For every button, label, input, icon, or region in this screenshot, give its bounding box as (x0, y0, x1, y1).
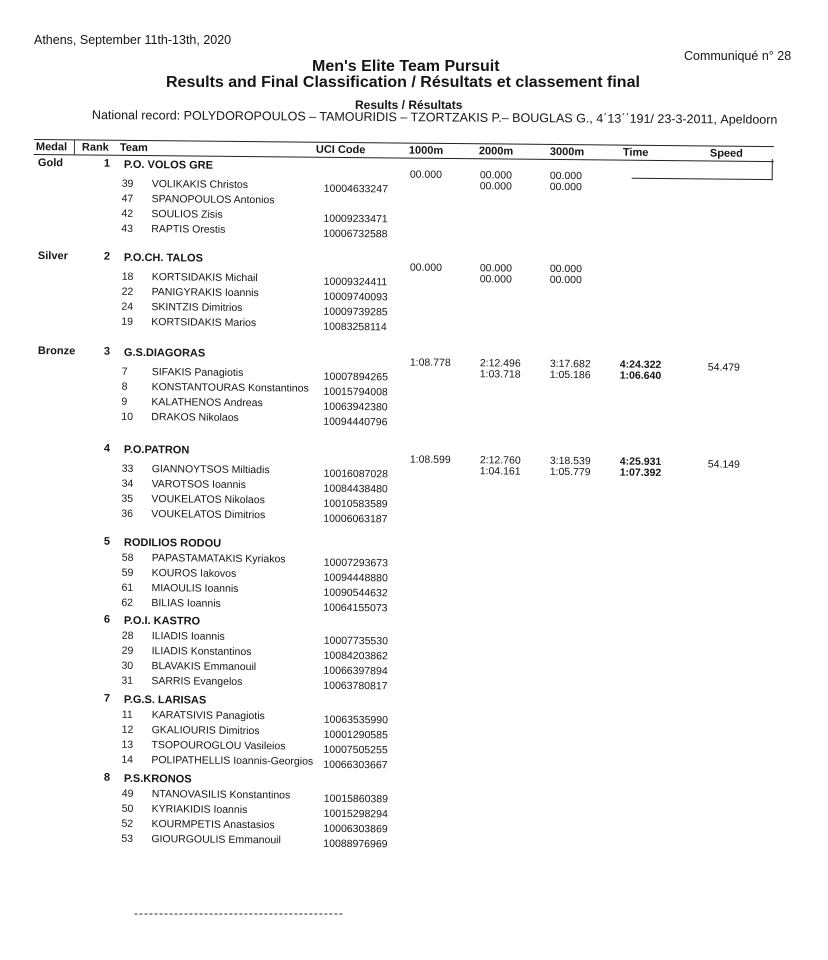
header-divider (74, 140, 75, 154)
rider-uci-code: 10009740093 (323, 290, 388, 304)
team-name: P.O.I. KASTRO (123, 614, 201, 628)
rider-uci-code: 10009233471 (323, 212, 388, 226)
team-name: P.O.CH. TALOS (123, 251, 204, 265)
rider-bib: 53 (121, 832, 134, 845)
col-3000m: 3000m (549, 145, 585, 159)
col-uci-code: UCI Code (315, 143, 366, 157)
rank: 5 (103, 535, 111, 548)
rider-bib: 36 (121, 507, 134, 520)
rider-name: GKALIOURIS Dimitrios (151, 724, 260, 738)
rider-name: SKINTZIS Dimitrios (151, 301, 243, 314)
rider-uci-code: 10094440796 (323, 415, 388, 429)
col-team: Team (119, 141, 148, 155)
rider-bib: 62 (121, 596, 134, 609)
rider-bib: 39 (121, 177, 134, 190)
rider-bib: 42 (121, 207, 134, 220)
page-subtitle: Results and Final Classification / Résultats et classement final (166, 74, 640, 91)
rider-bib: 19 (121, 315, 134, 328)
rider-uci-code: 10010583589 (323, 497, 388, 511)
team-name: P.O.PATRON (123, 443, 190, 457)
rider-bib: 58 (121, 551, 134, 564)
rider-bib: 9 (121, 395, 128, 408)
split-3000m: 1:05.186 (549, 368, 591, 382)
split-2000m: 2:12.496 (479, 357, 521, 370)
rider-bib: 8 (121, 380, 128, 393)
rider-name: PANIGYRAKIS Ioannis (151, 286, 259, 300)
rider-uci-code: 10084203862 (323, 649, 388, 663)
rider-bib: 29 (121, 644, 134, 657)
medal: Silver (37, 250, 68, 263)
team-block (37, 157, 778, 254)
col-speed: Speed (709, 147, 743, 160)
rider-uci-code: 10006732588 (323, 227, 388, 241)
medal: Gold (37, 157, 64, 170)
split-1000m: 1:08.599 (409, 453, 451, 466)
rider-uci-code: 10007735530 (323, 634, 389, 648)
rank: 4 (103, 442, 111, 455)
split-2000m: 00.000 (479, 273, 512, 286)
rider-uci-code: 10063780817 (323, 679, 388, 693)
rider-uci-code: 10007894265 (323, 370, 389, 384)
rider-name: BILIAS Ioannis (151, 597, 221, 610)
rider-name: KORTSIDAKIS Michail (151, 271, 258, 285)
rider-name: RAPTIS Orestis (151, 223, 226, 236)
rank: 8 (103, 771, 111, 784)
date-place: Athens, September 11th-13th, 2020 (34, 33, 232, 47)
last-lap-time: 1:06.640 (619, 369, 662, 382)
rider-bib: 59 (121, 566, 134, 579)
split-3000m: 00.000 (549, 262, 583, 276)
rider-uci-code: 10094448880 (323, 571, 388, 585)
rider-uci-code: 10088976969 (323, 837, 388, 851)
rider-uci-code: 10066397894 (323, 664, 388, 678)
rider-bib: 7 (121, 365, 128, 378)
rider-name: VAROTSOS Ioannis (151, 478, 246, 491)
rider-name: KORTSIDAKIS Marios (151, 316, 257, 330)
rider-uci-code: 10007505255 (323, 743, 388, 757)
rider-bib: 34 (121, 477, 134, 490)
rider-name: POLIPATHELLIS Ioannis-Georgios (151, 754, 314, 768)
last-lap-time: 1:07.392 (619, 466, 662, 479)
split-3000m: 1:05.779 (549, 465, 591, 479)
team-name: P.S.KRONOS (123, 772, 192, 786)
rider-name: KOURMPETIS Anastasios (151, 818, 275, 832)
rider-name: KYRIAKIDIS Ioannis (151, 803, 248, 817)
rider-uci-code: 10009739285 (323, 305, 388, 319)
split-2000m: 2:12.760 (479, 454, 521, 467)
split-1000m: 00.000 (409, 168, 443, 181)
rider-name: VOUKELATOS Nikolaos (151, 493, 265, 507)
team-block (37, 250, 778, 347)
rider-uci-code: 10090544632 (323, 586, 388, 600)
rider-bib: 49 (121, 787, 134, 800)
team-block (37, 771, 778, 868)
page-title: Men's Elite Team Pursuit (312, 58, 500, 75)
rider-uci-code: 10015298294 (323, 807, 388, 821)
rank: 3 (103, 345, 111, 358)
rider-name: TSOPOUROGLOU Vasileios (151, 739, 286, 753)
team-block (37, 345, 778, 442)
rider-bib: 11 (121, 708, 133, 721)
rider-bib: 61 (121, 581, 134, 594)
team-name: RODILIOS RODOU (123, 536, 222, 550)
split-2000m: 1:03.718 (479, 368, 521, 381)
rider-name: ILIADIS Konstantinos (151, 645, 252, 659)
team-name: P.O. VOLOS GRE (123, 158, 214, 172)
rider-name: VOLIKAKIS Christos (151, 178, 249, 192)
rider-uci-code: 10015794008 (323, 385, 388, 399)
medal: Bronze (37, 345, 76, 358)
split-2000m: 00.000 (479, 180, 512, 193)
rider-bib: 18 (121, 270, 134, 283)
split-3000m: 00.000 (549, 273, 582, 287)
rider-bib: 33 (121, 462, 134, 475)
split-3000m: 00.000 (549, 180, 582, 194)
speed: 54.479 (707, 361, 740, 374)
rider-name: KALATHENOS Andreas (151, 396, 263, 410)
signature-line: ------------------------------------------ (134, 906, 344, 920)
speed: 54.149 (707, 458, 740, 471)
rider-bib: 52 (121, 817, 134, 830)
col-rank: Rank (81, 141, 109, 154)
rider-uci-code: 10015860389 (323, 792, 389, 806)
team-block (37, 442, 778, 539)
national-record: National record: POLYDOROPOULOS – TAMOURIDIS – TZORTZAKIS P.– BOUGLAS G., 4΄13΄΄191/ 23-3-2011, Apeldoorn (91, 108, 778, 127)
rider-uci-code: 10016087028 (323, 467, 389, 481)
rider-name: PAPASTAMATAKIS Kyriakos (151, 552, 286, 566)
rider-name: GIANNOYTSOS Miltiadis (151, 463, 270, 477)
rider-name: NTANOVASILIS Konstantinos (151, 788, 291, 802)
rider-bib: 43 (121, 222, 134, 235)
rider-name: GIOURGOULIS Emmanouil (151, 833, 281, 847)
rider-name: KARATSIVIS Panagiotis (151, 709, 265, 723)
rank: 1 (103, 157, 111, 170)
rider-name: SIFAKIS Panagiotis (151, 366, 244, 379)
rider-uci-code: 10009324411 (323, 275, 388, 289)
split-1000m: 00.000 (409, 261, 443, 274)
rider-name: SOULIOS Zisis (151, 208, 223, 221)
rider-uci-code: 10064155073 (323, 601, 388, 615)
rider-uci-code: 10063535990 (323, 713, 389, 727)
col-1000m: 1000m (408, 144, 444, 157)
split-2000m: 00.000 (479, 262, 513, 275)
rider-name: ILIADIS Ioannis (151, 630, 225, 643)
results-label: Results / Résultats (355, 98, 463, 112)
rider-bib: 30 (121, 659, 134, 672)
rider-bib: 24 (121, 300, 134, 313)
rider-name: VOUKELATOS Dimitrios (151, 508, 266, 522)
rider-uci-code: 10004633247 (323, 182, 389, 196)
split-2000m: 1:04.161 (479, 465, 521, 478)
final-time: 4:24.322 (619, 358, 662, 371)
rank: 6 (103, 613, 111, 626)
team-name: G.S.DIAGORAS (123, 346, 206, 360)
rider-bib: 13 (121, 738, 134, 751)
rider-uci-code: 10063942380 (323, 400, 388, 414)
rider-name: KONSTANTOURAS Konstantinos (151, 381, 309, 395)
rider-bib: 31 (121, 674, 134, 687)
rider-bib: 50 (121, 802, 134, 815)
rider-uci-code: 10066303667 (323, 758, 388, 772)
rider-bib: 28 (121, 629, 134, 642)
split-3000m: 00.000 (549, 169, 583, 183)
split-3000m: 3:18.539 (549, 454, 591, 468)
rider-uci-code: 10006063187 (323, 512, 388, 526)
rider-uci-code: 10007293673 (323, 556, 389, 570)
split-2000m: 00.000 (479, 169, 513, 182)
col-2000m: 2000m (478, 145, 514, 158)
rider-bib: 10 (121, 410, 134, 423)
rider-bib: 22 (121, 285, 134, 298)
communique-number: Communiqué n° 28 (684, 49, 792, 63)
rider-uci-code: 10001290585 (323, 728, 388, 742)
team-name: P.G.S. LARISAS (123, 693, 207, 707)
col-medal: Medal (35, 141, 68, 154)
rider-name: SPANOPOULOS Antonios (151, 193, 275, 207)
rider-uci-code: 10083258114 (323, 320, 387, 334)
rider-bib: 14 (121, 753, 134, 766)
rider-uci-code: 10084438480 (323, 482, 388, 496)
rank: 7 (103, 692, 111, 705)
rider-bib: 35 (121, 492, 134, 505)
rank: 2 (103, 250, 111, 263)
split-3000m: 3:17.682 (549, 357, 591, 371)
rider-name: KOUROS Iakovos (151, 567, 237, 580)
rider-name: DRAKOS Nikolaos (151, 411, 239, 424)
rider-name: BLAVAKIS Emmanouil (151, 660, 257, 674)
rider-name: MIAOULIS Ioannis (151, 582, 239, 595)
col-time: Time (622, 146, 649, 159)
rider-bib: 12 (121, 723, 134, 736)
final-time: 4:25.931 (619, 455, 662, 468)
split-1000m: 1:08.778 (409, 356, 451, 369)
rider-uci-code: 10006303869 (323, 822, 388, 836)
rider-name: SARRIS Evangelos (151, 675, 243, 688)
rider-bib: 47 (121, 192, 134, 205)
